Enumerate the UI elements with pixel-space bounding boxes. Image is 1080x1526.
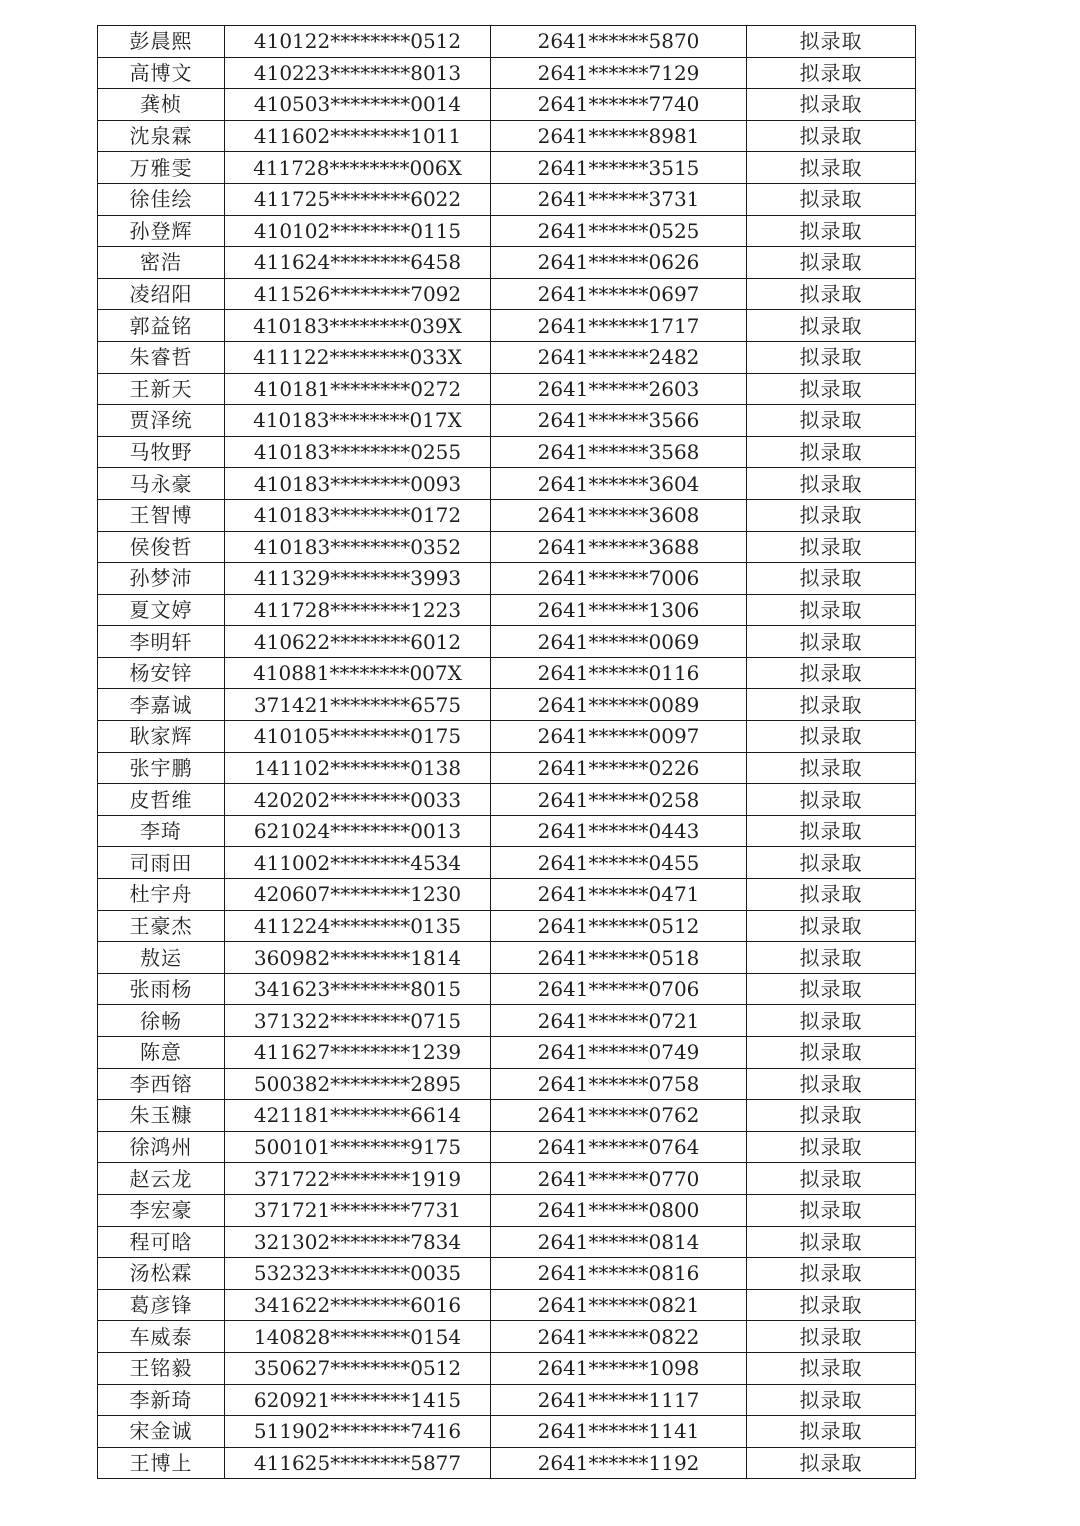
- admission-status-cell: 拟录取: [747, 1447, 916, 1479]
- student-name-cell: 李西镕: [98, 1068, 225, 1100]
- admission-table-body: [98, 26, 916, 1479]
- student-name-cell: 密浩: [98, 247, 225, 279]
- id-number-cell: 500101********9175: [225, 1131, 491, 1163]
- table-row: [98, 310, 916, 342]
- admission-status-cell: 拟录取: [747, 815, 916, 847]
- admission-status-cell: 拟录取: [747, 879, 916, 911]
- admission-status-cell: 拟录取: [747, 278, 916, 310]
- admission-status-cell: 拟录取: [747, 1289, 916, 1321]
- table-row: [98, 373, 916, 405]
- table-row: [98, 499, 916, 531]
- student-name-cell: 高博文: [98, 57, 225, 89]
- student-name-cell: 孙登辉: [98, 215, 225, 247]
- exam-number-cell: 2641******0822: [491, 1321, 747, 1353]
- table-row: [98, 247, 916, 279]
- table-row: [98, 278, 916, 310]
- exam-number-cell: 2641******7129: [491, 57, 747, 89]
- id-number-cell: 410183********017X: [225, 405, 491, 437]
- admission-status-cell: 拟录取: [747, 1163, 916, 1195]
- student-name-cell: 李琦: [98, 815, 225, 847]
- exam-number-cell: 2641******1717: [491, 310, 747, 342]
- id-number-cell: 410503********0014: [225, 89, 491, 121]
- id-number-cell: 410181********0272: [225, 373, 491, 405]
- table-row: [98, 594, 916, 626]
- student-name-cell: 侯俊哲: [98, 531, 225, 563]
- exam-number-cell: 2641******3566: [491, 405, 747, 437]
- student-name-cell: 夏文婷: [98, 594, 225, 626]
- table-row: [98, 626, 916, 658]
- admission-status-cell: 拟录取: [747, 752, 916, 784]
- exam-number-cell: 2641******1141: [491, 1416, 747, 1448]
- admission-status-cell: 拟录取: [747, 1194, 916, 1226]
- admission-status-cell: 拟录取: [747, 1100, 916, 1132]
- id-number-cell: 341622********6016: [225, 1289, 491, 1321]
- id-number-cell: 410183********0255: [225, 436, 491, 468]
- student-name-cell: 王博上: [98, 1447, 225, 1479]
- admission-status-cell: 拟录取: [747, 373, 916, 405]
- student-name-cell: 张宇鹏: [98, 752, 225, 784]
- exam-number-cell: 2641******0758: [491, 1068, 747, 1100]
- id-number-cell: 532323********0035: [225, 1258, 491, 1290]
- id-number-cell: 371322********0715: [225, 1005, 491, 1037]
- table-row: [98, 784, 916, 816]
- table-row: [98, 847, 916, 879]
- student-name-cell: 凌绍阳: [98, 278, 225, 310]
- student-name-cell: 沈泉霖: [98, 120, 225, 152]
- id-number-cell: 411526********7092: [225, 278, 491, 310]
- id-number-cell: 411002********4534: [225, 847, 491, 879]
- student-name-cell: 张雨杨: [98, 973, 225, 1005]
- id-number-cell: 140828********0154: [225, 1321, 491, 1353]
- table-row: [98, 468, 916, 500]
- table-row: [98, 942, 916, 974]
- student-name-cell: 贾泽统: [98, 405, 225, 437]
- table-row: [98, 1258, 916, 1290]
- student-name-cell: 杨安锌: [98, 657, 225, 689]
- admission-status-cell: 拟录取: [747, 152, 916, 184]
- table-row: [98, 89, 916, 121]
- table-row: [98, 1447, 916, 1479]
- table-row: [98, 1416, 916, 1448]
- table-row: [98, 1100, 916, 1132]
- table-row: [98, 341, 916, 373]
- student-name-cell: 郭益铭: [98, 310, 225, 342]
- admission-status-cell: 拟录取: [747, 973, 916, 1005]
- admission-status-cell: 拟录取: [747, 247, 916, 279]
- exam-number-cell: 2641******0721: [491, 1005, 747, 1037]
- exam-number-cell: 2641******3604: [491, 468, 747, 500]
- exam-number-cell: 2641******0097: [491, 721, 747, 753]
- exam-number-cell: 2641******0749: [491, 1037, 747, 1069]
- exam-number-cell: 2641******0069: [491, 626, 747, 658]
- table-row: [98, 1194, 916, 1226]
- id-number-cell: 411329********3993: [225, 563, 491, 595]
- exam-number-cell: 2641******1306: [491, 594, 747, 626]
- table-row: [98, 436, 916, 468]
- table-row: [98, 689, 916, 721]
- exam-number-cell: 2641******7740: [491, 89, 747, 121]
- id-number-cell: 410622********6012: [225, 626, 491, 658]
- admission-status-cell: 拟录取: [747, 468, 916, 500]
- id-number-cell: 411224********0135: [225, 910, 491, 942]
- admission-status-cell: 拟录取: [747, 89, 916, 121]
- id-number-cell: 420607********1230: [225, 879, 491, 911]
- exam-number-cell: 2641******0525: [491, 215, 747, 247]
- exam-number-cell: 2641******0706: [491, 973, 747, 1005]
- table-row: [98, 563, 916, 595]
- table-row: [98, 1321, 916, 1353]
- exam-number-cell: 2641******0800: [491, 1194, 747, 1226]
- id-number-cell: 410122********0512: [225, 26, 491, 58]
- table-row: [98, 815, 916, 847]
- table-row: [98, 721, 916, 753]
- exam-number-cell: 2641******3731: [491, 183, 747, 215]
- student-name-cell: 王豪杰: [98, 910, 225, 942]
- id-number-cell: 360982********1814: [225, 942, 491, 974]
- id-number-cell: 411625********5877: [225, 1447, 491, 1479]
- exam-number-cell: 2641******0762: [491, 1100, 747, 1132]
- admission-status-cell: 拟录取: [747, 1258, 916, 1290]
- exam-number-cell: 2641******0821: [491, 1289, 747, 1321]
- id-number-cell: 321302********7834: [225, 1226, 491, 1258]
- id-number-cell: 620921********1415: [225, 1384, 491, 1416]
- student-name-cell: 王智博: [98, 499, 225, 531]
- table-row: [98, 405, 916, 437]
- id-number-cell: 410881********007X: [225, 657, 491, 689]
- table-row: [98, 1289, 916, 1321]
- exam-number-cell: 2641******0770: [491, 1163, 747, 1195]
- student-name-cell: 龚桢: [98, 89, 225, 121]
- id-number-cell: 411602********1011: [225, 120, 491, 152]
- id-number-cell: 410102********0115: [225, 215, 491, 247]
- student-name-cell: 陈意: [98, 1037, 225, 1069]
- id-number-cell: 371421********6575: [225, 689, 491, 721]
- id-number-cell: 411728********1223: [225, 594, 491, 626]
- admission-status-cell: 拟录取: [747, 1005, 916, 1037]
- id-number-cell: 411122********033X: [225, 341, 491, 373]
- student-name-cell: 万雅雯: [98, 152, 225, 184]
- exam-number-cell: 2641******0471: [491, 879, 747, 911]
- admission-status-cell: 拟录取: [747, 120, 916, 152]
- exam-number-cell: 2641******0814: [491, 1226, 747, 1258]
- student-name-cell: 车威泰: [98, 1321, 225, 1353]
- admission-status-cell: 拟录取: [747, 1321, 916, 1353]
- id-number-cell: 410183********0093: [225, 468, 491, 500]
- admission-list-sheet: [97, 25, 915, 1479]
- exam-number-cell: 2641******2482: [491, 341, 747, 373]
- admission-status-cell: 拟录取: [747, 531, 916, 563]
- admission-status-cell: 拟录取: [747, 26, 916, 58]
- table-row: [98, 57, 916, 89]
- admission-status-cell: 拟录取: [747, 910, 916, 942]
- table-row: [98, 910, 916, 942]
- student-name-cell: 皮哲维: [98, 784, 225, 816]
- admission-status-cell: 拟录取: [747, 436, 916, 468]
- exam-number-cell: 2641******3608: [491, 499, 747, 531]
- exam-number-cell: 2641******7006: [491, 563, 747, 595]
- admission-status-cell: 拟录取: [747, 689, 916, 721]
- id-number-cell: 410183********0172: [225, 499, 491, 531]
- exam-number-cell: 2641******0697: [491, 278, 747, 310]
- id-number-cell: 410105********0175: [225, 721, 491, 753]
- admission-status-cell: 拟录取: [747, 499, 916, 531]
- admission-status-cell: 拟录取: [747, 594, 916, 626]
- id-number-cell: 420202********0033: [225, 784, 491, 816]
- table-row: [98, 215, 916, 247]
- admission-status-cell: 拟录取: [747, 183, 916, 215]
- exam-number-cell: 2641******0089: [491, 689, 747, 721]
- table-row: [98, 531, 916, 563]
- admission-status-cell: 拟录取: [747, 1068, 916, 1100]
- student-name-cell: 徐鸿州: [98, 1131, 225, 1163]
- table-row: [98, 1131, 916, 1163]
- admission-status-cell: 拟录取: [747, 784, 916, 816]
- id-number-cell: 411725********6022: [225, 183, 491, 215]
- exam-number-cell: 2641******8981: [491, 120, 747, 152]
- exam-number-cell: 2641******0226: [491, 752, 747, 784]
- id-number-cell: 621024********0013: [225, 815, 491, 847]
- admission-status-cell: 拟录取: [747, 405, 916, 437]
- exam-number-cell: 2641******0626: [491, 247, 747, 279]
- exam-number-cell: 2641******2603: [491, 373, 747, 405]
- student-name-cell: 孙梦沛: [98, 563, 225, 595]
- table-row: [98, 973, 916, 1005]
- student-name-cell: 朱玉糠: [98, 1100, 225, 1132]
- exam-number-cell: 2641******1192: [491, 1447, 747, 1479]
- id-number-cell: 410223********8013: [225, 57, 491, 89]
- admission-table: [97, 25, 916, 1479]
- student-name-cell: 敖运: [98, 942, 225, 974]
- student-name-cell: 汤松霖: [98, 1258, 225, 1290]
- table-row: [98, 26, 916, 58]
- exam-number-cell: 2641******0455: [491, 847, 747, 879]
- admission-status-cell: 拟录取: [747, 1416, 916, 1448]
- id-number-cell: 500382********2895: [225, 1068, 491, 1100]
- student-name-cell: 徐畅: [98, 1005, 225, 1037]
- admission-status-cell: 拟录取: [747, 341, 916, 373]
- admission-status-cell: 拟录取: [747, 215, 916, 247]
- table-row: [98, 1384, 916, 1416]
- id-number-cell: 410183********0352: [225, 531, 491, 563]
- table-row: [98, 1163, 916, 1195]
- admission-status-cell: 拟录取: [747, 1384, 916, 1416]
- table-row: [98, 183, 916, 215]
- id-number-cell: 371721********7731: [225, 1194, 491, 1226]
- exam-number-cell: 2641******0258: [491, 784, 747, 816]
- student-name-cell: 彭晨熙: [98, 26, 225, 58]
- table-row: [98, 752, 916, 784]
- table-row: [98, 1037, 916, 1069]
- id-number-cell: 421181********6614: [225, 1100, 491, 1132]
- admission-status-cell: 拟录取: [747, 626, 916, 658]
- exam-number-cell: 2641******0443: [491, 815, 747, 847]
- id-number-cell: 411624********6458: [225, 247, 491, 279]
- id-number-cell: 411627********1239: [225, 1037, 491, 1069]
- id-number-cell: 341623********8015: [225, 973, 491, 1005]
- student-name-cell: 李新琦: [98, 1384, 225, 1416]
- admission-status-cell: 拟录取: [747, 1352, 916, 1384]
- exam-number-cell: 2641******1098: [491, 1352, 747, 1384]
- exam-number-cell: 2641******3515: [491, 152, 747, 184]
- exam-number-cell: 2641******0512: [491, 910, 747, 942]
- exam-number-cell: 2641******5870: [491, 26, 747, 58]
- student-name-cell: 葛彦锋: [98, 1289, 225, 1321]
- student-name-cell: 李嘉诚: [98, 689, 225, 721]
- admission-status-cell: 拟录取: [747, 657, 916, 689]
- table-row: [98, 120, 916, 152]
- id-number-cell: 371722********1919: [225, 1163, 491, 1195]
- id-number-cell: 350627********0512: [225, 1352, 491, 1384]
- student-name-cell: 王新天: [98, 373, 225, 405]
- exam-number-cell: 2641******0816: [491, 1258, 747, 1290]
- exam-number-cell: 2641******1117: [491, 1384, 747, 1416]
- admission-status-cell: 拟录取: [747, 1131, 916, 1163]
- student-name-cell: 杜宇舟: [98, 879, 225, 911]
- id-number-cell: 511902********7416: [225, 1416, 491, 1448]
- student-name-cell: 马牧野: [98, 436, 225, 468]
- admission-status-cell: 拟录取: [747, 1226, 916, 1258]
- student-name-cell: 王铭毅: [98, 1352, 225, 1384]
- table-row: [98, 1352, 916, 1384]
- admission-status-cell: 拟录取: [747, 942, 916, 974]
- exam-number-cell: 2641******0518: [491, 942, 747, 974]
- student-name-cell: 赵云龙: [98, 1163, 225, 1195]
- table-row: [98, 1005, 916, 1037]
- student-name-cell: 马永豪: [98, 468, 225, 500]
- student-name-cell: 徐佳绘: [98, 183, 225, 215]
- id-number-cell: 411728********006X: [225, 152, 491, 184]
- table-row: [98, 879, 916, 911]
- table-row: [98, 1068, 916, 1100]
- table-row: [98, 657, 916, 689]
- student-name-cell: 宋金诚: [98, 1416, 225, 1448]
- exam-number-cell: 2641******0116: [491, 657, 747, 689]
- exam-number-cell: 2641******3688: [491, 531, 747, 563]
- student-name-cell: 朱睿哲: [98, 341, 225, 373]
- student-name-cell: 司雨田: [98, 847, 225, 879]
- student-name-cell: 李明轩: [98, 626, 225, 658]
- exam-number-cell: 2641******0764: [491, 1131, 747, 1163]
- admission-status-cell: 拟录取: [747, 310, 916, 342]
- table-row: [98, 152, 916, 184]
- id-number-cell: 141102********0138: [225, 752, 491, 784]
- student-name-cell: 李宏豪: [98, 1194, 225, 1226]
- exam-number-cell: 2641******3568: [491, 436, 747, 468]
- admission-status-cell: 拟录取: [747, 563, 916, 595]
- table-row: [98, 1226, 916, 1258]
- admission-status-cell: 拟录取: [747, 847, 916, 879]
- id-number-cell: 410183********039X: [225, 310, 491, 342]
- admission-status-cell: 拟录取: [747, 1037, 916, 1069]
- student-name-cell: 耿家辉: [98, 721, 225, 753]
- student-name-cell: 程可晗: [98, 1226, 225, 1258]
- admission-status-cell: 拟录取: [747, 57, 916, 89]
- admission-status-cell: 拟录取: [747, 721, 916, 753]
